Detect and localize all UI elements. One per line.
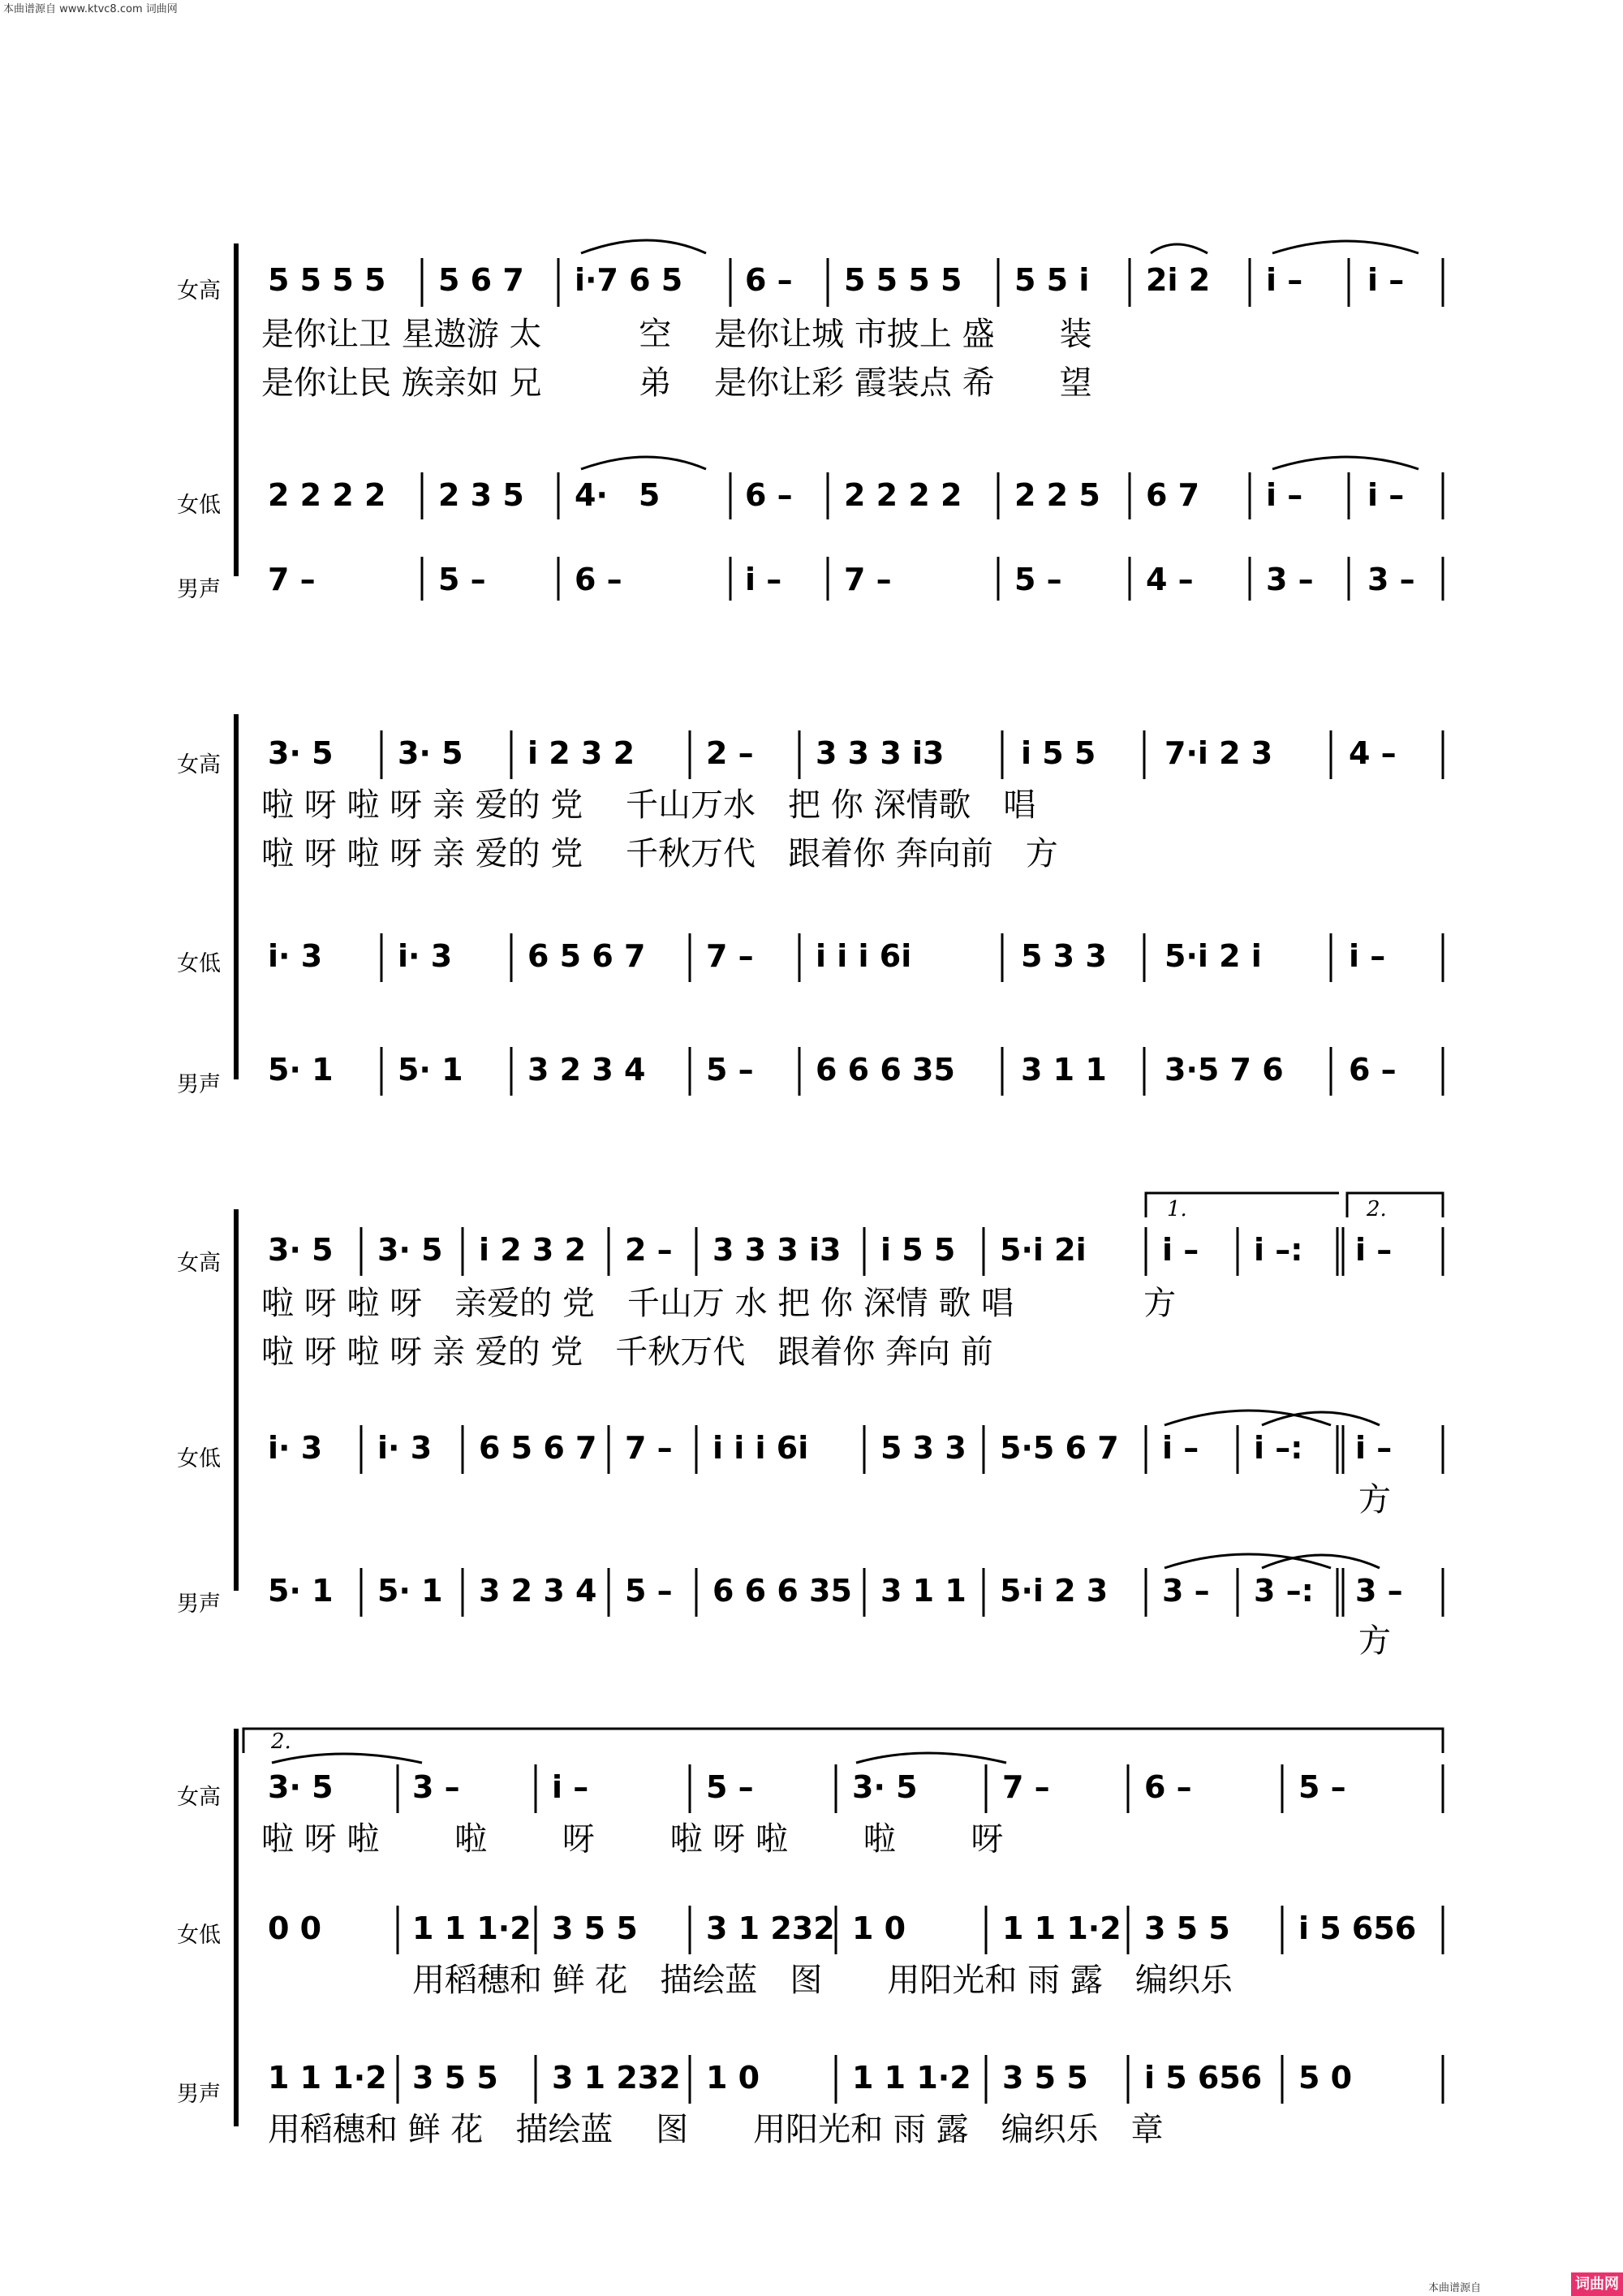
measure: 6 7	[1146, 477, 1200, 513]
measure: 3 5 5	[1002, 2060, 1088, 2096]
measure: i· 3	[398, 938, 453, 974]
footer-text: 本曲谱源自	[1428, 2282, 1482, 2294]
lyrics-verse-1: 啦 呀 啦 啦 呀 啦 呀 啦 啦 呀	[261, 1820, 1004, 1858]
measure: 3· 5	[268, 1769, 334, 1805]
measure: 5 –	[625, 1573, 673, 1609]
measure: 5·i 2i	[1000, 1232, 1087, 1268]
measure: 5 –	[1298, 1769, 1346, 1805]
measure: 3 –	[1355, 1573, 1403, 1609]
part-label-male: 男声	[177, 577, 221, 602]
measure: 7 –	[268, 562, 316, 597]
measure: 5· 1	[398, 1052, 463, 1088]
measure: 2 2 2 2	[844, 477, 962, 513]
measure: i i i 6i	[816, 938, 912, 974]
measure: 3 3 3 i3	[816, 735, 945, 771]
measure: 7·i 2 3	[1165, 735, 1273, 771]
measure: 5 5 5 5	[268, 262, 386, 298]
measure: 1 0	[706, 2060, 760, 2096]
measure: 4 –	[1146, 562, 1194, 597]
measure: 2 3 5	[438, 477, 524, 513]
measure: 7 –	[1002, 1769, 1050, 1805]
measure: i 2 3 2	[479, 1232, 587, 1268]
measure: 2 2 5	[1014, 477, 1100, 513]
measure: 5 –	[706, 1052, 754, 1088]
measure: i –:	[1254, 1232, 1303, 1268]
measure: 6 5 6 7	[479, 1430, 597, 1466]
header-text: 本曲谱源自 www.ktvc8.com 词曲网	[3, 3, 178, 15]
measure: 3 2 3 4	[527, 1052, 646, 1088]
measure: 3· 5	[398, 735, 463, 771]
part-label-male: 男声	[177, 1592, 221, 1617]
measure: i –	[1266, 477, 1303, 513]
measure: 3 1 232	[706, 1910, 835, 1946]
alto-lyric: 方	[1358, 1481, 1391, 1518]
measure: 5· 1	[377, 1573, 443, 1609]
measure: 1 1 1·2	[852, 2060, 971, 2096]
measure: 3 –:	[1254, 1573, 1314, 1609]
measure: i –	[1367, 477, 1405, 513]
measure: 5 5 5 5	[844, 262, 962, 298]
measure: 6 6 6 35	[816, 1052, 955, 1088]
measure: 3 –	[1162, 1573, 1210, 1609]
site-logo: 词曲网	[1571, 2272, 1623, 2296]
measure: 5· 1	[268, 1573, 334, 1609]
part-label-alto: 女低	[177, 1923, 221, 1948]
measure: i 2 3 2	[527, 735, 635, 771]
measure: 5 0	[1298, 2060, 1353, 2096]
measure: i i i 6i	[712, 1430, 809, 1466]
measure: 5 3 3	[1021, 938, 1107, 974]
part-label-alto: 女低	[177, 1446, 221, 1471]
measure: 6 –	[745, 477, 793, 513]
measure: i 5 656	[1144, 2060, 1263, 2096]
measure: 6 –	[745, 262, 793, 298]
part-label-soprano: 女高	[177, 1251, 221, 1276]
measure: 3 2 3 4	[479, 1573, 597, 1609]
measure: 1 1 1·2	[268, 2060, 387, 2096]
measure: i –	[1349, 938, 1386, 974]
measure: 7 –	[844, 562, 892, 597]
male-lyric: 方	[1358, 1622, 1391, 1660]
measure: 3 5 5	[412, 2060, 498, 2096]
measure: i –	[745, 562, 782, 597]
measure: 6 –	[1349, 1052, 1397, 1088]
measure: i· 3	[268, 938, 323, 974]
measure: i –	[1367, 262, 1405, 298]
measure: 1 1 1·2	[412, 1910, 532, 1946]
lyrics-verse-2: 啦 呀 啦 呀 亲 爱的 党 千秋万代 跟着你 奔向前 方	[261, 835, 1058, 872]
lyrics-verse-1: 啦 呀 啦 呀 亲 爱的 党 千山万水 把 你 深情歌 唱	[261, 786, 1036, 824]
measure: 3 –	[1367, 562, 1415, 597]
measure: i –	[1355, 1430, 1393, 1466]
volta-1-label: 1.	[1167, 1197, 1187, 1221]
measure: 3 1 232	[552, 2060, 681, 2096]
measure: 7 –	[625, 1430, 673, 1466]
measure: 3 –	[412, 1769, 460, 1805]
volta-2-label: 2.	[271, 1730, 291, 1754]
measure: 5 –	[438, 562, 486, 597]
measure: 5·i 2 3	[1000, 1573, 1109, 1609]
lyrics-verse-1: 是你让卫 星遨游 太 空 是你让城 市披上 盛 装	[261, 316, 1092, 353]
measure: 3 3 3 i3	[712, 1232, 842, 1268]
measure: 6 6 6 35	[712, 1573, 852, 1609]
measure: 3· 5	[268, 735, 334, 771]
measure: 6 –	[575, 562, 622, 597]
volta-2-label: 2.	[1367, 1197, 1387, 1221]
measure: i –:	[1254, 1430, 1303, 1466]
measure: 5·i 2 i	[1165, 938, 1262, 974]
measure: i·7 6 5	[575, 262, 683, 298]
measure: 3 1 1	[1021, 1052, 1107, 1088]
measure: 2 –	[625, 1232, 673, 1268]
measure: 7 –	[706, 938, 754, 974]
measure: 6 5 6 7	[527, 938, 646, 974]
measure: 5 6 7	[438, 262, 524, 298]
measure: 2 –	[706, 735, 754, 771]
measure: 0 0	[268, 1910, 322, 1946]
part-label-alto: 女低	[177, 493, 221, 518]
measure: 5 3 3	[880, 1430, 966, 1466]
measure: 3 5 5	[552, 1910, 638, 1946]
lyrics-verse-2: 啦 呀 啦 呀 亲 爱的 党 千秋万代 跟着你 奔向 前	[261, 1333, 993, 1371]
part-label-male: 男声	[177, 2082, 221, 2107]
measure: 3 1 1	[880, 1573, 966, 1609]
measure: 3 –	[1266, 562, 1314, 597]
measure: 2i 2	[1146, 262, 1211, 298]
measure: 3· 5	[852, 1769, 918, 1805]
alto-lyrics: 用稻穗和 鲜 花 描绘蓝 图 用阳光和 雨 露 编织乐	[412, 1962, 1233, 1999]
lyrics-verse-1: 啦 呀 啦 呀 亲爱的 党 千山万 水 把 你 深情 歌 唱 方	[261, 1285, 1177, 1322]
measure: i· 3	[268, 1430, 323, 1466]
part-label-soprano: 女高	[177, 1785, 221, 1810]
measure: i 5 5	[880, 1232, 956, 1268]
measure: 3 5 5	[1144, 1910, 1230, 1946]
measure: i –	[1162, 1430, 1199, 1466]
measure: 5 5 i	[1014, 262, 1090, 298]
measure: 3·5 7 6	[1165, 1052, 1284, 1088]
measure: i 5 656	[1298, 1910, 1417, 1946]
measure: i· 3	[377, 1430, 433, 1466]
measure: 5· 1	[268, 1052, 334, 1088]
measure: 3· 5	[377, 1232, 443, 1268]
measure: 2 2 2 2	[268, 477, 386, 513]
measure: 4 –	[1349, 735, 1397, 771]
measure: i –	[1162, 1232, 1199, 1268]
measure: i 5 5	[1021, 735, 1096, 771]
measure: i –	[1355, 1232, 1393, 1268]
measure: 1 1 1·2	[1002, 1910, 1121, 1946]
part-label-soprano: 女高	[177, 752, 221, 778]
part-label-male: 男声	[177, 1072, 221, 1097]
measure: 1 0	[852, 1910, 906, 1946]
measure: 5 –	[706, 1769, 754, 1805]
measure: i –	[1266, 262, 1303, 298]
measure: 5·5 6 7	[1000, 1430, 1119, 1466]
lyrics-verse-2: 是你让民 族亲如 兄 弟 是你让彩 霞装点 希 望	[261, 364, 1092, 402]
measure: i –	[552, 1769, 589, 1805]
measure: 6 –	[1144, 1769, 1192, 1805]
part-label-alto: 女低	[177, 951, 221, 976]
male-lyrics: 用稻穗和 鲜 花 描绘蓝 图 用阳光和 雨 露 编织乐 章	[268, 2111, 1164, 2148]
measure: 5 –	[1014, 562, 1062, 597]
measure: 3· 5	[268, 1232, 334, 1268]
measure: 4· 5	[575, 477, 661, 513]
part-label-soprano: 女高	[177, 278, 221, 304]
